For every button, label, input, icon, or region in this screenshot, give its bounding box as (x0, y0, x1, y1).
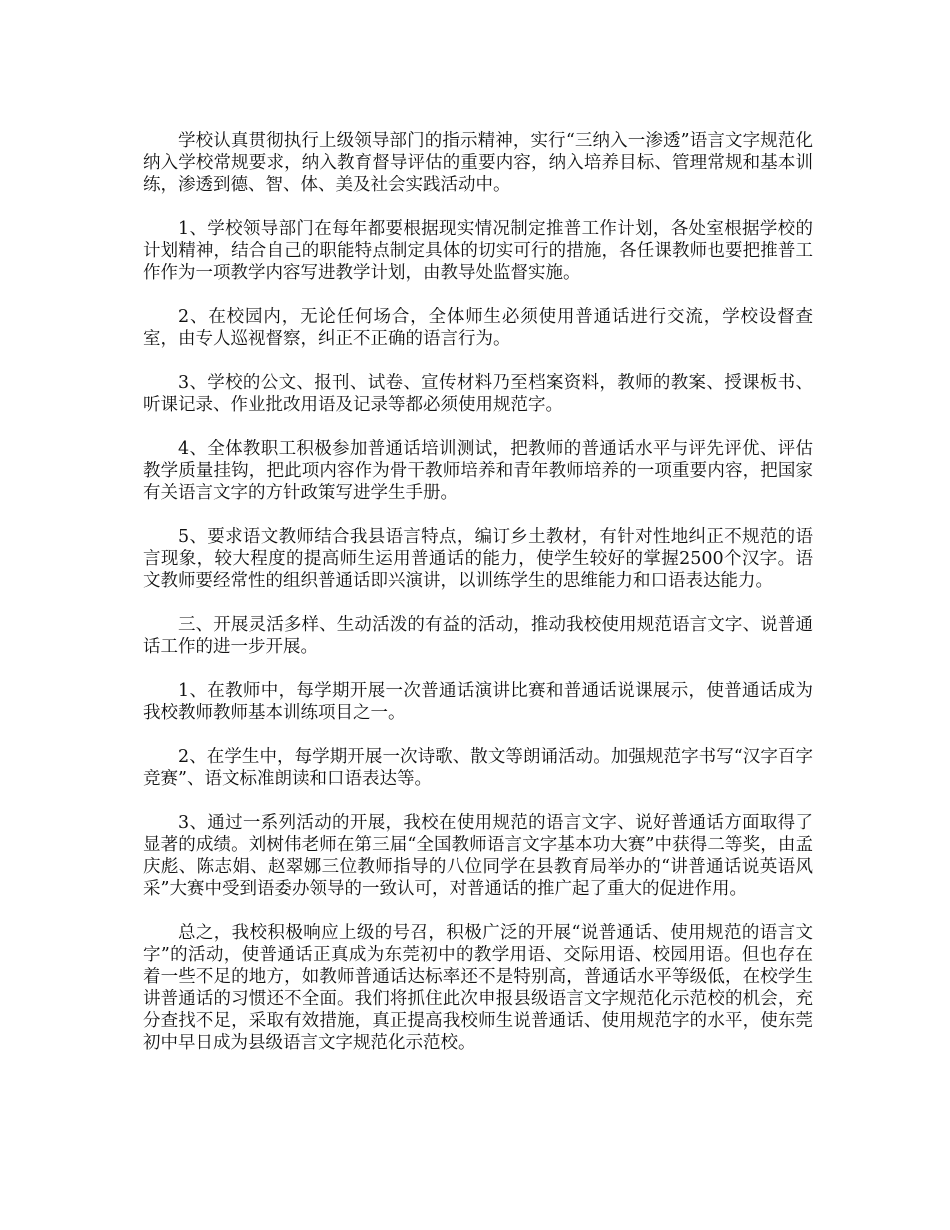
paragraph-item-3: 3、学校的公文、报刊、试卷、宣传材料乃至档案资料，教师的教案、授课板书、听课记录、作业批改用语及记录等都必须使用规范字。 (143, 373, 813, 415)
paragraph-activity-3: 3、通过一系列活动的开展，我校在使用规范的语言文字、说好普通话方面取得了显著的成绩。刘树伟老师在第三届“全国教师语言文字基本功大赛”中获得二等奖，由孟庆彪、陈志娟、赵翠娜三位教师指导的八位同学在县教育局举办的“讲普通话说英语风采”大赛中受到语委办领导的一致认可，对普通话的推广起了重大的促进作用。 (143, 813, 813, 899)
paragraph-item-5: 5、要求语文教师结合我县语言特点，编订乡土教材，有针对性地纠正不规范的语言现象，较大程度的提高师生运用普通话的能力，使学生较好的掌握2500个汉字。语文教师要经常性的组织普通话即兴演讲，以训练学生的思维能力和口语表达能力。 (143, 527, 813, 591)
paragraph-item-4: 4、全体教职工积极参加普通话培训测试，把教师的普通话水平与评先评优、评估教学质量挂钩，把此项内容作为骨干教师培养和青年教师培养的一项重要内容，把国家有关语言文字的方针政策写进学生手册。 (143, 439, 813, 503)
paragraph-intro: 学校认真贯彻执行上级领导部门的指示精神，实行“三纳入一渗透”语言文字规范化纳入学校常规要求，纳入教育督导评估的重要内容，纳入培养目标、管理常规和基本训练，渗透到德、智、体、美及社会实践活动中。 (143, 131, 813, 195)
section-heading-three: 三、开展灵活多样、生动活泼的有益的活动，推动我校使用规范语言文字、说普通话工作的进一步开展。 (143, 615, 813, 657)
paragraph-item-1: 1、学校领导部门在每年都要根据现实情况制定推普工作计划，各处室根据学校的计划精神，结合自己的职能特点制定具体的切实可行的措施，各任课教师也要把推普工作作为一项教学内容写进教学计划，由教导处监督实施。 (143, 219, 813, 283)
paragraph-conclusion: 总之，我校积极响应上级的号召，积极广泛的开展“说普通话、使用规范的语言文字”的活动，使普通话正真成为东莞初中的教学用语、交际用语、校园用语。但也存在着一些不足的地方，如教师普通话达标率还不是特别高，普通话水平等级低，在校学生讲普通话的习惯还不全面。我们将抓住此次申报县级语言文字规范化示范校的机会，充分查找不足，采取有效措施，真正提高我校师生说普通话、使用规范字的水平，使东莞初中早日成为县级语言文字规范化示范校。 (143, 923, 813, 1053)
paragraph-activity-2: 2、在学生中，每学期开展一次诗歌、散文等朗诵活动。加强规范字书写“汉字百字竞赛”、语文标准朗读和口语表达等。 (143, 747, 813, 789)
document-page (143, 130, 813, 1076)
paragraph-item-2: 2、在校园内，无论任何场合，全体师生必须使用普通话进行交流，学校设督查室，由专人巡视督察，纠正不正确的语言行为。 (143, 307, 813, 349)
paragraph-activity-1: 1、在教师中，每学期开展一次普通话演讲比赛和普通话说课展示，使普通话成为我校教师教师基本训练项目之一。 (143, 681, 813, 723)
